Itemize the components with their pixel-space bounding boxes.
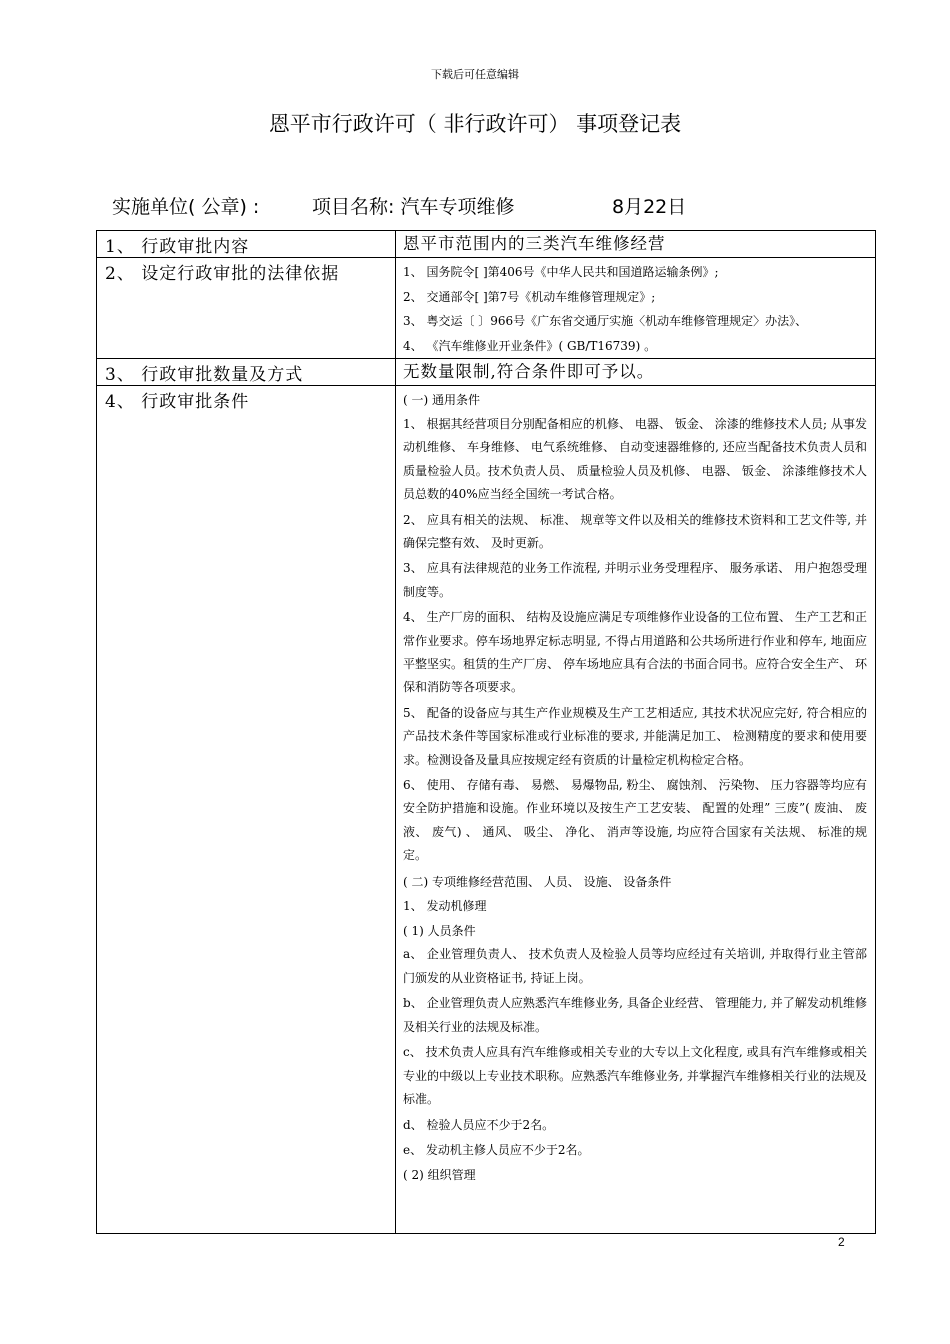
page-number: 2 [838,1235,845,1249]
quantity-and-method: 无数量限制,符合条件即可予以。 [403,362,655,382]
registration-table [96,230,876,1234]
personnel-item: d、 检验人员应不少于2名。 [403,1118,555,1133]
condition-item: 4、 生产厂房的面积、 结构及设施应满足专项维修作业设备的工位布置、 生产工艺和正常作业要求。停车场地界定标志明显, 不得占用道路和公共场所进行作业和停车, 地面应平整坚实。租赁的生产厂房、 停车场地应具有合法的书面合同书。应符合安全生产、 环保和消防等各项要求。 [403,610,867,695]
project-name: 项目名称: 汽车专项维修 [312,196,515,218]
special-conditions-heading: ( 二) 专项维修经营范围、 人员、 设施、 设备条件 [403,874,672,889]
condition-item: 6、 使用、 存储有毒、 易燃、 易爆物品, 粉尘、 腐蚀剂、 污染物、 压力容器等均应有安全防护措施和设施。作业环境以及按生产工艺安装、 配置的处理” 三废”( 废油、 废液、 废气) 、 通风、 吸尘、 净化、 消声等设施, 均应符合国家有关法规、 标准的规定。 [403,778,867,863]
implementing-unit-label: 实施单位( 公章) : [112,196,260,218]
personnel-item: b、 企业管理负责人应熟悉汽车维修业务, 具备企业经营、 管理能力, 并了解发动机维修及相关行业的法规及标准。 [403,996,867,1034]
row-label: 3、 行政审批数量及方式 [97,359,396,386]
row-label: 2、 设定行政审批的法律依据 [97,258,396,359]
legal-basis-item: 1、 国务院令[ ]第406号《中华人民共和国道路运输条例》; [403,265,719,279]
personnel-heading: ( 1) 人员条件 [403,923,476,938]
date-text: 8月22日 [612,196,687,218]
personnel-item: c、 技术负责人应具有汽车维修或相关专业的大专以上文化程度, 或具有汽车维修或相关专业的中级以上专业技术职称。应熟悉汽车维修业务, 并掌握汽车维修相关行业的法规及标准。 [403,1045,867,1106]
table-row [97,231,876,258]
table-row [97,359,876,386]
organization-heading: ( 2) 组织管理 [403,1167,476,1182]
personnel-item: a、 企业管理负责人、 技术负责人及检验人员等均应经过有关培训, 并取得行业主管部门颁发的从业资格证书, 持证上岗。 [403,947,867,985]
general-conditions-heading: ( 一) 通用条件 [403,393,480,408]
engine-repair-heading: 1、 发动机修理 [403,899,487,914]
row-label: 1、 行政审批内容 [97,231,396,258]
approval-content: 恩平市范围内的三类汽车维修经营 [403,234,666,253]
personnel-item: e、 发动机主修人员应不少于2名。 [403,1142,590,1157]
legal-basis-item: 3、 粤交运〔 〕966号《广东省交通厅实施〈机动车维修管理规定〉办法》、 [403,314,808,329]
meta-line [112,192,686,219]
table-row [97,258,876,359]
row-content [396,258,876,359]
condition-item: 2、 应具有相关的法规、 标准、 规章等文件以及相关的维修技术资料和工艺文件等, 并确保完整有效、 及时更新。 [403,512,867,550]
legal-basis-item: 4、 《汽车维修业开业条件》( GB/T16739) 。 [403,338,657,353]
row-content [396,386,876,1234]
legal-basis-item: 2、 交通部令[ ]第7号《机动车维修管理规定》; [403,289,656,304]
header-note: 下载后可任意编辑 [431,68,519,81]
row-content [396,231,876,258]
condition-item: 5、 配备的设备应与其生产作业规模及生产工艺相适应, 其技术状况应完好, 符合相应的产品技术条件等国家标准或行业标准的要求, 并能满足加工、 检测精度的要求和使用要求。检测设备及量具应按规定经有资质的计量检定机构检定合格。 [403,705,867,767]
page-title: 恩平市行政许可（ 非行政许可） 事项登记表 [268,112,682,136]
condition-item: 3、 应具有法律规范的业务工作流程, 并明示业务受理程序、 服务承诺、 用户抱怨受理制度等。 [403,561,867,599]
row-label: 4、 行政审批条件 [97,386,396,1234]
condition-item: 1、 根据其经营项目分别配备相应的机修、 电器、 钣金、 涂漆的维修技术人员; 从事发动机维修、 车身维修、 电气系统维修、 自动变速器维修的, 还应当配备技术负责人员和质量检验人员。技术负责人员、 质量检验人员及机修、 电器、 钣金、 涂漆维修技术人员总数的40%应当经全国统一考试合格。 [403,416,867,502]
table-row [97,386,876,1234]
row-content [396,359,876,386]
